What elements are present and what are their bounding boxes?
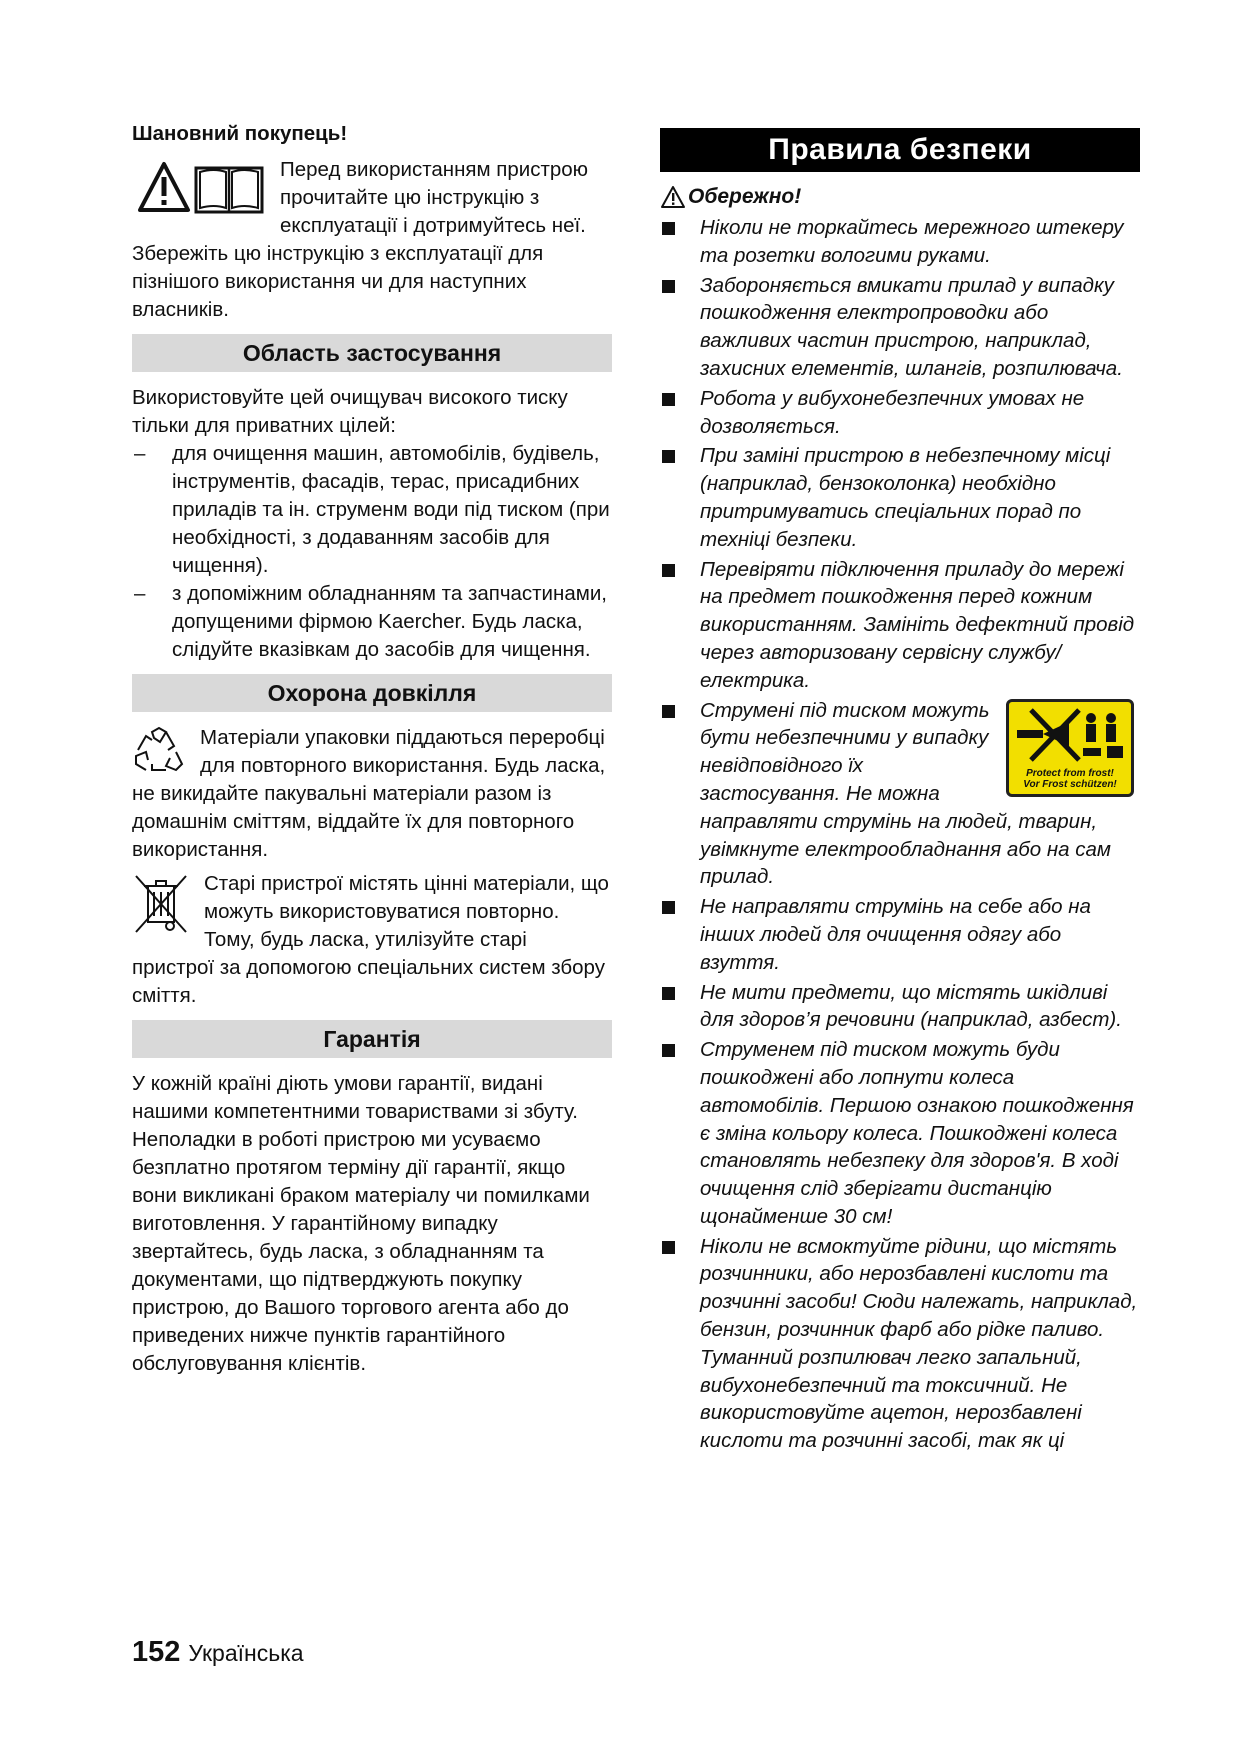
bullet-square-icon (662, 901, 675, 914)
safety-item-text: Ніколи не торкайтесь мережного штекеру та розетки вологими руками. (700, 216, 1124, 267)
recycle-paragraph (132, 724, 612, 864)
scope-text: Використовуйте цей очищувач високого тиску тільки для приватних цілей: (132, 386, 568, 437)
list-item (660, 556, 1140, 695)
bullet-square-icon (662, 1044, 675, 1057)
crossed-bin-icon (132, 872, 190, 938)
bullet-square-icon (662, 280, 675, 293)
frost-sign-line-2: Vor Frost schützen! (1023, 778, 1117, 790)
section-heading-warranty: Гарантія (132, 1020, 612, 1058)
list-item (660, 1036, 1140, 1231)
section-heading-scope: Область застосування (132, 334, 612, 372)
list-item (660, 214, 1140, 270)
warning-manual-icon (136, 160, 272, 216)
safety-item-text: Струменем під тиском можуть буди пошкоджені або лопнути колеса автомобілів. Першою ознакою пошкодження є зміна кольору колеса. Пошкоджені колеса становлять небезпеку для здоров'я. В ході очищення слід зберігати дистанцію щонайменше 30 см! (700, 1038, 1134, 1228)
safety-item-text: Ніколи не всмоктуйте рідини, що містять розчинники, або нерозбавлені кислоти та розчинні засоби! Сюди належать, наприклад, бензин, розчинник фарб або рідке паливо. Туманний розпилювач легко запальний, вибухонебезпечний та токсичний. Не використовуйте ацетон, нерозбавлені кислоти та розчинні засобі, так як ці (700, 1234, 1138, 1453)
section-heading-environment: Охорона довкілля (132, 674, 612, 712)
safety-item-text: Не направляти струмінь на себе або на інших людей для очищення одягу або взуття. (700, 895, 1091, 974)
bullet-square-icon (662, 987, 675, 1000)
warning-label: Обережно! (688, 185, 802, 208)
scope-list (132, 440, 612, 664)
footer-language: Українська (188, 1640, 304, 1666)
safety-list (660, 214, 1140, 1455)
disposal-paragraph (132, 870, 612, 1010)
disposal-text: Старі пристрої містять цінні матеріали, що можуть використовуватися повторно. Тому, будь ласка, утилізуйте старі пристрої за допомогою спеціальних систем збору сміття. (132, 872, 609, 1007)
recycle-text: Матеріали упаковки піддаються переробці для повторного використання. Будь ласка, не викидайте пакувальні матеріали разом із домашнім сміттям, віддайте їх для повторного використання. (132, 726, 606, 861)
list-item (660, 893, 1140, 976)
greeting: Шановний покупець! (132, 122, 348, 145)
warranty-text: У кожній країні діють умови гарантії, видані нашими компетентними товариствами зі збуту. Неполадки в роботі пристрою ми усуваємо безплатно протягом терміну дії гарантії, якщо вони викликані браком матеріалу чи помилками виготовлення. У гарантійному випадку звертайтесь, будь ласка, з обладнанням та документами, що підтверджують покупку пристрою, до Вашого торгового агента або до приведених нижче пунктів гарантійного обслуговування клієнтів. (132, 1072, 590, 1375)
page-number: 152 (132, 1636, 181, 1668)
list-item (660, 1233, 1140, 1455)
scope-item-text: для очищення машин, автомобілів, будівель, інструментів, фасадів, терас, присадибних приладів та ін. струменм води під тиском (при необхідності, з додаванням засобів для чищення). (172, 442, 610, 577)
frost-sign-line-1: Protect from frost! (1026, 767, 1114, 779)
bullet-square-icon (662, 393, 675, 406)
safety-item-text: Забороняється вмикати прилад у випадку пошкодження електропроводки або важливих частин пристрою, наприклад, захисних елементів, шлангів, розпилювача. (700, 273, 1123, 380)
safety-item-text: Перевіряти підключення приладу до мережі на предмет пошкодження перед кожним використанням. Замініть дефектний провід через авторизовану сервісну службу/електрика. (700, 557, 1135, 692)
spray-hazard-icon (1009, 704, 1131, 770)
list-item (660, 385, 1140, 441)
bullet-square-icon (662, 450, 675, 463)
safety-item-text: Не мити предмети, що містять шкідливі для здоров’я речовини (наприклад, азбест). (700, 980, 1122, 1032)
intro-text: Перед використанням пристрою прочитайте цю інструкцію з експлуатації і дотримуйтесь неї. Збережіть цю інструкцію з експлуатації для пізнішого використання чи для наступних власників. (132, 158, 589, 321)
list-item: – для очищення машин, автомобілів, будівель, інструментів, фасадів, терас, присадибних приладів та ін. струменм води під тиском (при необхідності, з додаванням засобів для чищення). (134, 442, 610, 577)
bullet-square-icon (662, 705, 675, 718)
scope-item-text: з допоміжним обладнанням та запчастинами, допущеними фірмою Kaercher. Будь ласка, слідуйте вказівкам до засобів для чищення. (172, 582, 607, 661)
manual-warning-icons (136, 160, 272, 216)
warning-heading (660, 182, 1140, 212)
page-footer (132, 1636, 304, 1669)
list-item (660, 979, 1140, 1035)
bullet-square-icon (662, 222, 675, 235)
safety-item-text: Робота у вибухонебезпечних умовах не дозволяється. (700, 386, 1085, 438)
safety-item-text: Струмені під тиском можуть бути небезпечними у випадку невідповідного їх застосування. Не можна направляти струмінь на людей, тварин, увімкнуте електрообладнання або на сам прилад. (700, 698, 1111, 889)
list-item (660, 697, 1140, 892)
list-item (660, 442, 1140, 553)
right-column (660, 128, 1140, 1457)
warning-triangle-icon (660, 185, 686, 209)
left-column (132, 120, 612, 1378)
safety-title: Правила безпеки (660, 128, 1140, 172)
intro-block (132, 156, 612, 324)
safety-item-text: При заміні пристрою в небезпечному місці (наприклад, бензоколонка) необхідно притримуватись спеціальних порад по техніці безпеки. (700, 444, 1111, 551)
frost-sign-text (1009, 768, 1131, 790)
frost-warning-sign (1006, 699, 1134, 797)
list-item (660, 272, 1140, 383)
recycle-icon (132, 726, 186, 776)
list-item: – з допоміжним обладнанням та запчастинами, допущеними фірмою Kaercher. Будь ласка, слідуйте вказівкам до засобів для чищення. (134, 582, 607, 661)
bullet-square-icon (662, 564, 675, 577)
bullet-square-icon (662, 1241, 675, 1254)
